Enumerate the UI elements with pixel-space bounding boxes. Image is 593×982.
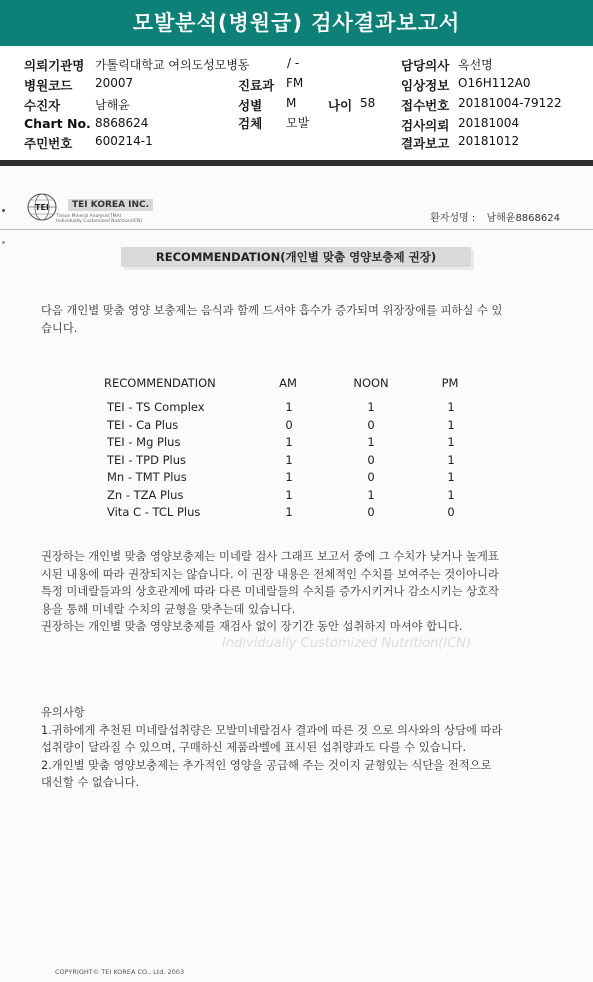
doctor-value: 옥선명: [458, 58, 493, 72]
copyright-footer: COPYRIGHT© TEI KOREA CO., Ltd. 2003: [55, 968, 185, 976]
patient-info-panel: [0, 46, 593, 160]
scan-dot: [2, 241, 5, 244]
report-date-label: 결과보고: [401, 136, 450, 151]
institution-value: 가톨릭대학교 여의도성모병동: [95, 58, 250, 72]
recommendation-heading: RECOMMENDATION(개인별 맞춤 영양보충제 권장): [121, 247, 471, 267]
guidance-paragraph: 권장하는 개인별 맞춤 영양보충제는 미네랄 검사 그래프 보고서 중에 그 수치가 낮거나 높게표 시된 내용에 따라 권장되지는 않습니다. 이 권장 내용은 전체적인 수치를 보여주는 것이아니라 특정 미네랄들과의 상호관계에 따라 다른 미네랄들의 수치를 증가시키거나 감소시키는 상호작 용을 통해 미네랄 수치의 균형을 맞추는데 있습니다. 권장하는 개인별 맞춤 영양보충제를 재검사 없이 장기간 동안 섭취하지 마셔야 합니다.: [41, 550, 499, 633]
sex-label: 성별: [238, 98, 263, 113]
notes-title: 유의사항: [41, 706, 85, 719]
patient-name-line: [430, 209, 560, 224]
clinical-value: O16H112A0: [458, 76, 531, 90]
scan-dot: [2, 209, 5, 212]
tei-brand-subtitle: Tissue Mineral Analysis(TMA) Individually Customized Nutrition(ICN): [56, 214, 143, 224]
clinical-label: 임상정보: [401, 78, 450, 93]
report-title: 모발분석(병원급) 검사결과보고서: [0, 0, 593, 46]
doctor-label: 담당의사: [401, 58, 450, 73]
svg-text:TEI: TEI: [35, 203, 49, 212]
tei-brand-name: TEI KOREA INC.: [68, 199, 153, 211]
dept-value: FM: [286, 76, 304, 90]
table-header: PM: [441, 376, 459, 390]
receiver-value: 남해윤: [95, 98, 130, 112]
hospital-code-label: 병원코드: [24, 78, 73, 93]
receipt-value: 20181004-79122: [458, 96, 562, 110]
report-date-value: 20181012: [458, 134, 520, 148]
age-label: 나이: [328, 98, 353, 113]
header-rule: [0, 229, 593, 230]
specimen-value: 모발: [286, 116, 310, 130]
notes-section: 유의사항 1.귀하에게 추천된 미네랄섭취량은 모발미네랄검사 결과에 따른 것 으로 의사와의 상담에 따라 섭취량이 달라질 수 있으며, 구매하신 제품라벨에 표시된 섭취량과도 다를 수 있습니다. 2.개인별 맞춤 영양보충제는 추가적인 영양을 공급해 주는 것이지 균형있는 식단을 전적으로 대신할 수 없습니다.: [41, 706, 503, 789]
chart-no-label: Chart No.: [24, 116, 91, 131]
table-header: NOON: [353, 376, 389, 390]
institution-label: 의뢰기관명: [24, 58, 85, 73]
request-value: 20181004: [458, 116, 520, 130]
intro-paragraph: 다음 개인별 맞춤 영양 보충제는 음식과 함께 드셔야 흡수가 증가되며 위장장애를 피하실 수 있 습니다.: [41, 304, 503, 335]
patient-name-label: 환자성명 :: [430, 213, 476, 224]
scanned-report-page: TEI TEI KOREA INC. Tissue Mineral Analysis(TMA) Individually Customized Nutrition(ICN) 환자성명 : 남해윤8868624 RECOMMENDATION(개인별 맞춤 영양보충제 권장) 다음 개인별 맞춤 영양 보충제는 음식과 함께 드셔야 흡수가 증가되며 위장장애를 피하실 수 있 습니다. RECOMMENDATION AM NOON PM TEI - TS Complex 1 1 1 TEI - Ca Plus 0 0 1 TEI - Mg Plus 1 1 1 TEI - TPD Plus 1 0 1 Mn - TMT Plus 1 0 1 Zn - TZA Plus 1 1 1 Vita C - TCL Plus 1 0 0 Individually Customized Nutrition(ICN) 권장하는 개인별 맞춤 영양보충제는 미네랄 검사 그래프 보고서 중에 그 수치가 낮거나 높게표 시된 내용에 따라 권장되지는 않습니다. 이 권장 내용은 전체적인 수치를 보여주는 것이아니라 특정 미네랄들과의 상호관계에 따라 다른 미네랄들의 수치를 증가시키거나 감소시키는 상호작 용을 통해 미네랄 수치의 균형을 맞추는데 있습니다. 권장하는 개인별 맞춤 영양보충제를 재검사 없이 장기간 동안 섭취하지 마셔야 합니다. 유의사항 1.귀하에게 추천된 미네랄섭취량은 모발미네랄검사 결과에 따른 것 으로 의사와의 상담에 따라 섭취량이 달라질 수 있으며, 구매하신 제품라벨에 표시된 섭취량과도 다를 수 있습니다. 2.개인별 맞춤 영양보충제는 추가적인 영양을 공급해 주는 것이지 균형있는 식단을 전적으로 대신할 수 없습니다. COPYRIGHT© TEI KOREA CO., Ltd. 2003: [0, 166, 593, 982]
request-label: 검사의뢰: [401, 118, 450, 133]
institution-extra: / -: [287, 56, 300, 70]
hospital-code-value: 20007: [95, 76, 134, 90]
specimen-label: 검체: [238, 116, 263, 131]
watermark-text: Individually Customized Nutrition(ICN): [222, 636, 472, 651]
sex-value: M: [286, 96, 297, 110]
patient-name-value: 남해윤8868624: [486, 213, 560, 224]
id-value: 600214-1: [95, 134, 153, 148]
dept-label: 진료과: [238, 78, 275, 93]
table-header: AM: [279, 376, 297, 390]
table-header: RECOMMENDATION: [104, 376, 216, 390]
receipt-label: 접수번호: [401, 98, 450, 113]
chart-no-value: 8868624: [95, 116, 149, 130]
age-value: 58: [360, 96, 376, 110]
id-label: 주민번호: [24, 136, 73, 151]
receiver-label: 수진자: [24, 98, 61, 113]
